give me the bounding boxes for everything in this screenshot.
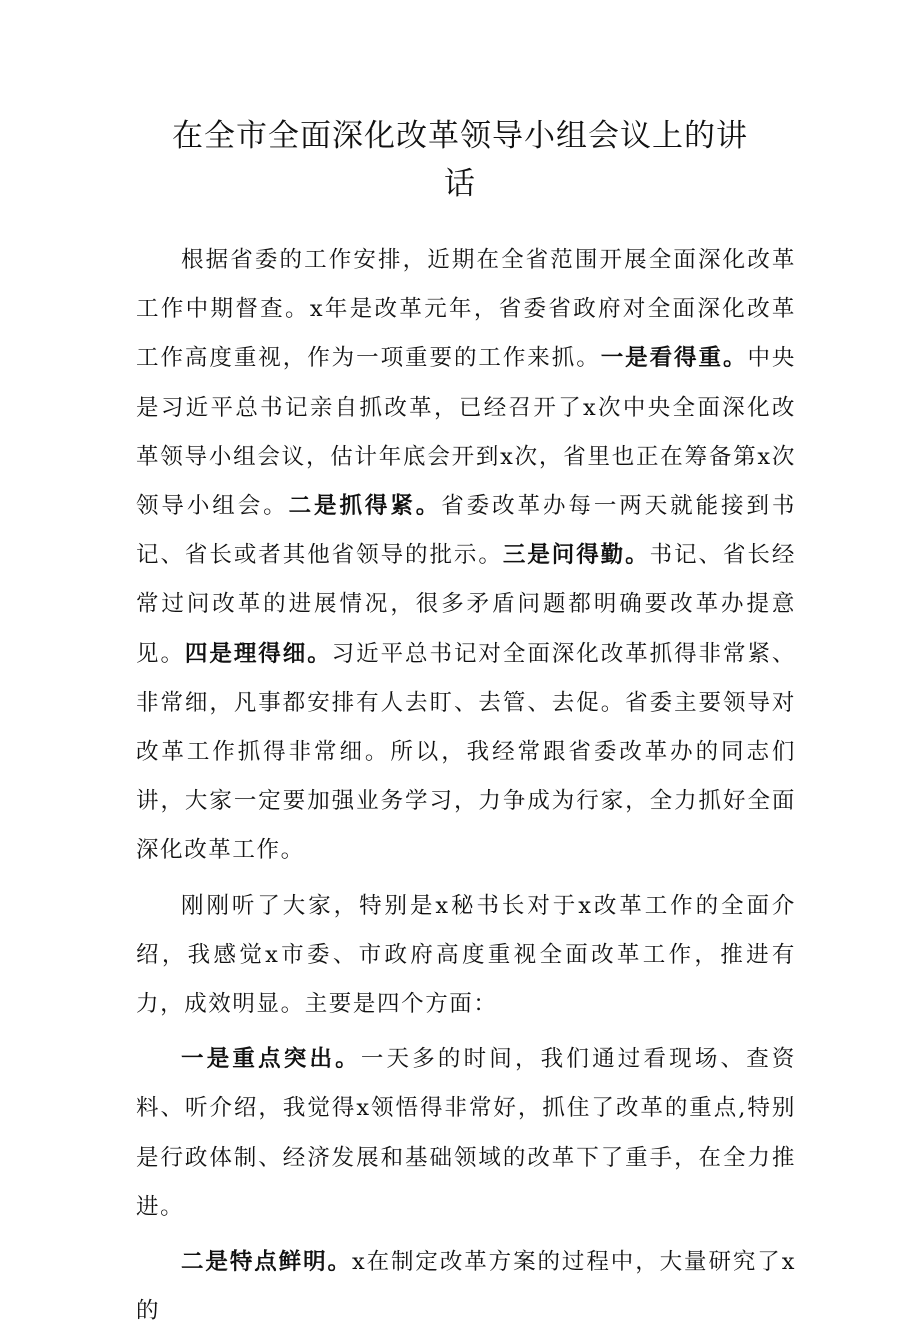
text-run: 书记、省长经常过问改革的进展情况，很多矛盾问题都明确要改革办提意见。 [136, 542, 796, 667]
text-run: 中央是习近平总书记亲自抓改革，已经召开了x次中央全面深化改革领导小组会议，估计年底会开到x次，省里也正在筹备第x次领导小组会。 [136, 345, 796, 520]
bold-heading-run: 四是理得细。 [184, 640, 332, 667]
text-run: 一天多的时间，我们通过看现场、查资料、听介绍，我觉得x领悟得非常好，抓住了改革的重点,特别是行政体制、经济发展和基础领域的改革下了重手，在全力推进。 [136, 1046, 797, 1220]
bold-heading-run: 二是抓得紧。 [288, 493, 442, 520]
text-run: 根据省委的工作安排，近期在全省范围开展全面深化改革工作中期督查。x年是改革元年，省委省政府对全面深化改革工作高度重视，作为一项重要的工作来抓。 [136, 247, 796, 372]
bold-heading-run: 一是看得重。 [600, 345, 748, 372]
document-body [136, 236, 796, 1336]
text-run: 习近平总书记对全面深化改革抓得非常紧、非常细，凡事都安排有人去盯、去管、去促。省委主要领导对改革工作抓得非常细。所以，我经常跟省委改革办的同志们讲，大家一定要加强业务学习，力争成为行家，全力抓好全面深化改革工作。 [136, 640, 796, 864]
text-run: 刚刚听了大家，特别是x秘书长对于x改革工作的全面介绍，我感觉x市委、市政府高度重视全面改革工作，推进有力，成效明显。主要是四个方面： [136, 892, 796, 1018]
text-run: x在制定改革方案的过程中，大量研究了x的 [136, 1249, 797, 1325]
paragraph [136, 882, 796, 1030]
paragraph [136, 1238, 796, 1336]
bold-heading-run: 二是特点鲜明。 [181, 1249, 352, 1276]
document-title [130, 112, 790, 208]
title-line-2: 话 [444, 166, 476, 202]
bold-heading-run: 三是问得勤。 [502, 542, 650, 569]
paragraph [136, 1035, 796, 1232]
title-line-1: 在全市全面深化改革领导小组会议上的讲 [172, 118, 748, 154]
text-run: 省委改革办每一两天就能接到书记、省长或者其他省领导的批示。 [136, 493, 797, 569]
bold-heading-run: 一是重点突出。 [181, 1046, 361, 1073]
paragraph [136, 236, 796, 876]
